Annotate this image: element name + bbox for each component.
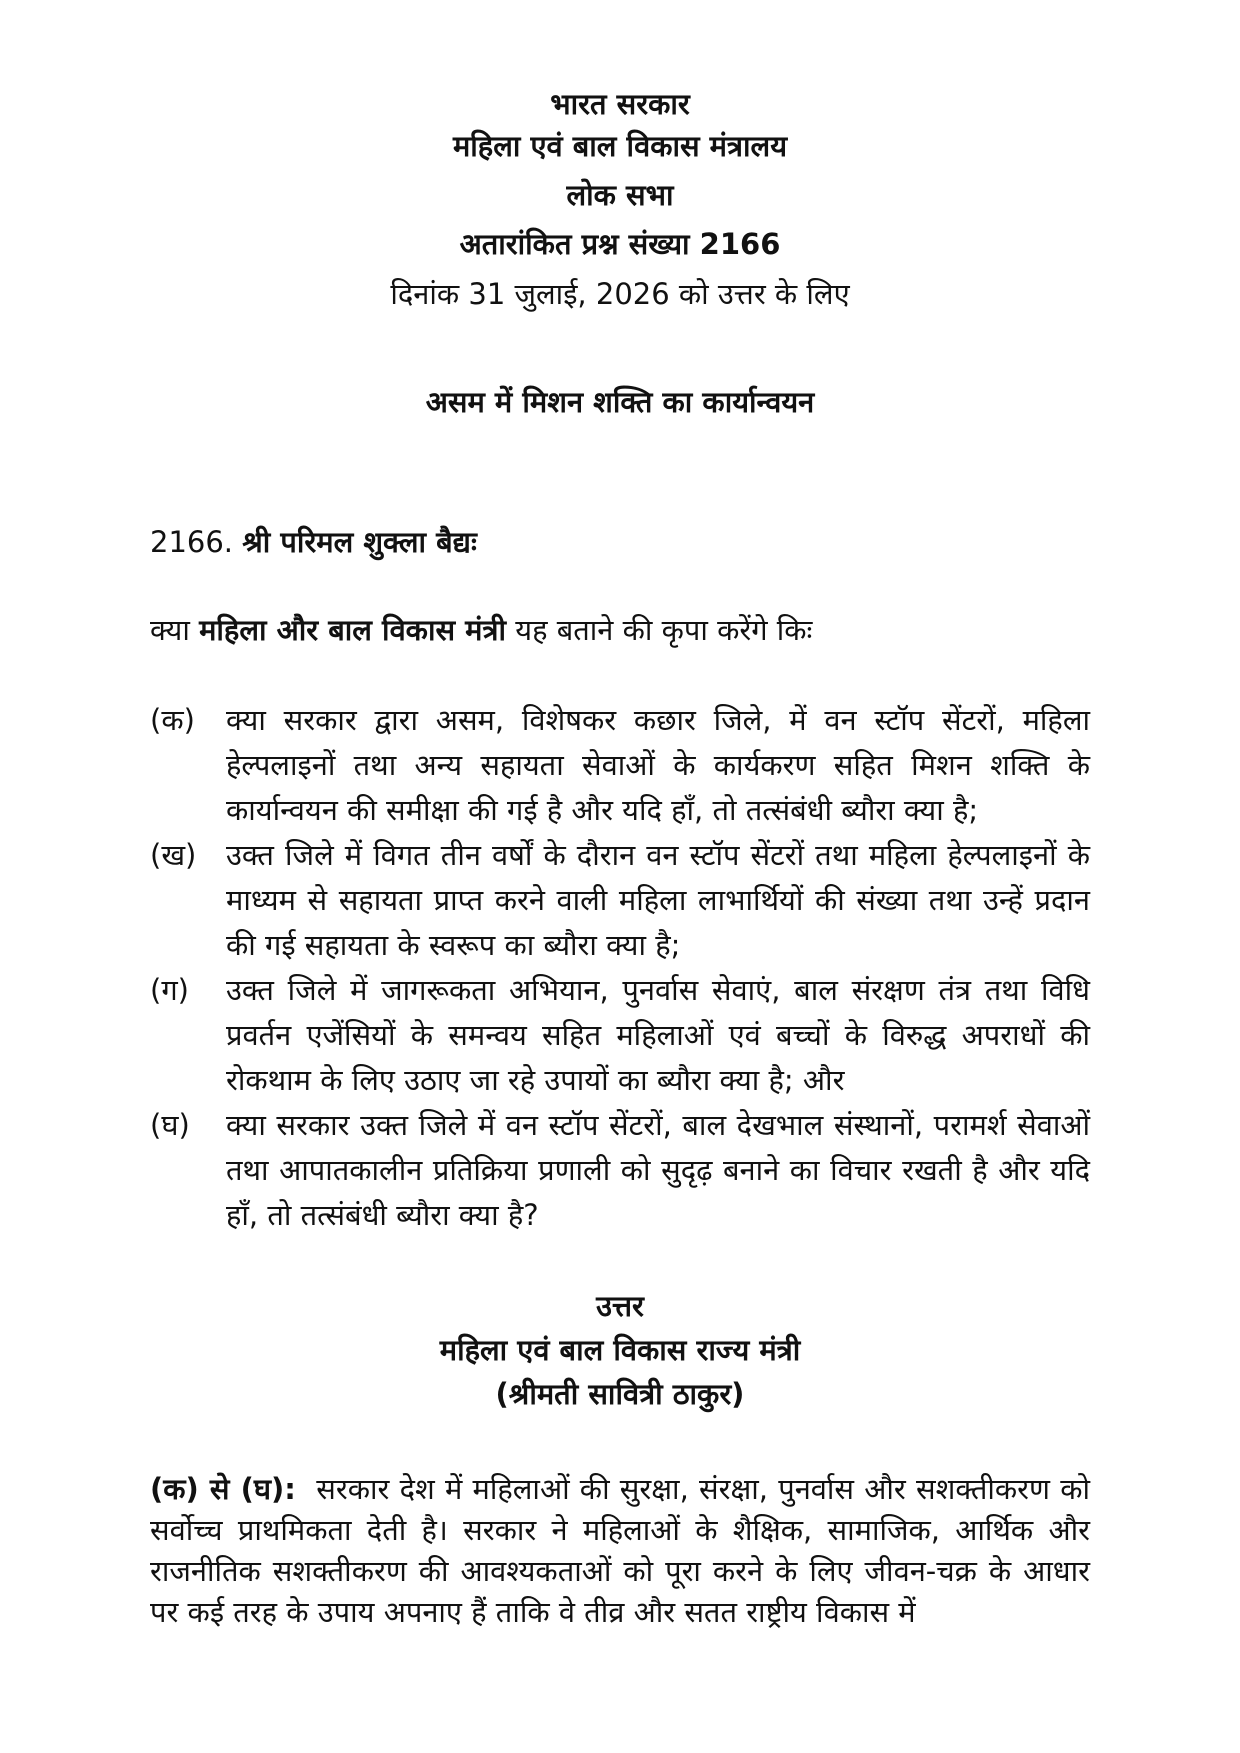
answer-heading: उत्तर	[596, 1289, 644, 1323]
answer-text: सरकार देश में महिलाओं की सुरक्षा, संरक्षा, पुनर्वास और सशक्तीकरण को सर्वोच्च प्राथमिकता देती है। सरकार ने महिलाओं के शैक्षिक, सामाजिक, आर्थिक और राजनीतिक सशक्तीकरण की आवश्यकताओं को पूरा करने के लिए जीवन-चक्र के आधार पर कई तरह के उपाय अपनाए हैं ताकि वे तीव्र और सतत राष्ट्रीय विकास में	[150, 1472, 1091, 1629]
question-item-text: क्या सरकार द्वारा असम, विशेषकर कछार जिले, में वन स्टॉप सेंटरों, महिला हेल्पलाइनों तथा अन्य सहायता सेवाओं के कार्यकरण सहित मिशन शक्ति के कार्यान्वयन की समीक्षा की गई है और यदि हाँ, तो तत्संबंधी ब्यौरा क्या है;	[226, 703, 1090, 827]
header-question-number: अतारांकित प्रश्न संख्या 2166	[459, 227, 781, 261]
answer-paragraph	[150, 1469, 1090, 1633]
answer-label: (क) से (घ):	[150, 1472, 296, 1506]
header-house: लोक सभा	[566, 178, 674, 212]
header-date: दिनांक 31 जुलाई, 2026 को उत्तर के लिए	[390, 277, 850, 311]
member-name: श्री परिमल शुक्ला बैद्यः	[242, 525, 477, 559]
question-item-text: क्या सरकार उक्त जिले में वन स्टॉप सेंटरों, बाल देखभाल संस्थानों, परामर्श सेवाओं तथा आपातकालीन प्रतिक्रिया प्रणाली को सुदृढ़ बनाने का विचार रखती है और यदि हाँ, तो तत्संबंधी ब्यौरा क्या है?	[226, 1108, 1090, 1232]
intro-suffix: यह बताने की कृपा करेंगे किः	[515, 613, 813, 647]
question-member-line	[150, 520, 1090, 565]
header-government: भारत सरकार	[550, 87, 690, 121]
question-item-text: उक्त जिले में विगत तीन वर्षों के दौरान वन स्टॉप सेंटरों तथा महिला हेल्पलाइनों के माध्यम से सहायता प्राप्त करने वाली महिला लाभार्थियों की संख्या तथा उन्हें प्रदान की गई सहायता के स्वरूप का ब्यौरा क्या है;	[226, 838, 1090, 962]
question-item-ga	[150, 968, 1090, 1103]
subject-title: असम में मिशन शक्ति का कार्यान्वयन	[425, 385, 815, 419]
question-number: 2166.	[150, 525, 234, 559]
question-item-ka	[150, 698, 1090, 833]
answer-minister-title: महिला एवं बाल विकास राज्य मंत्री	[439, 1333, 801, 1367]
question-item-label: (ख)	[150, 838, 197, 872]
intro-minister: महिला और बाल विकास मंत्री	[199, 613, 507, 647]
intro-prefix: क्या	[150, 613, 190, 647]
question-item-kha	[150, 833, 1090, 968]
question-item-gha	[150, 1103, 1090, 1238]
question-item-label: (क)	[150, 703, 195, 737]
question-item-label: (घ)	[150, 1108, 190, 1142]
question-intro	[150, 608, 1090, 653]
answer-minister-name: (श्रीमती सावित्री ठाकुर)	[495, 1377, 745, 1411]
header-ministry: महिला एवं बाल विकास मंत्रालय	[452, 129, 788, 163]
question-item-label: (ग)	[150, 973, 189, 1007]
question-item-text: उक्त जिले में जागरूकता अभियान, पुनर्वास सेवाएं, बाल संरक्षण तंत्र तथा विधि प्रवर्तन एजेंसियों के समन्वय सहित महिलाओं एवं बच्चों के विरुद्ध अपराधों की रोकथाम के लिए उठाए जा रहे उपायों का ब्यौरा क्या है; और	[226, 973, 1090, 1097]
